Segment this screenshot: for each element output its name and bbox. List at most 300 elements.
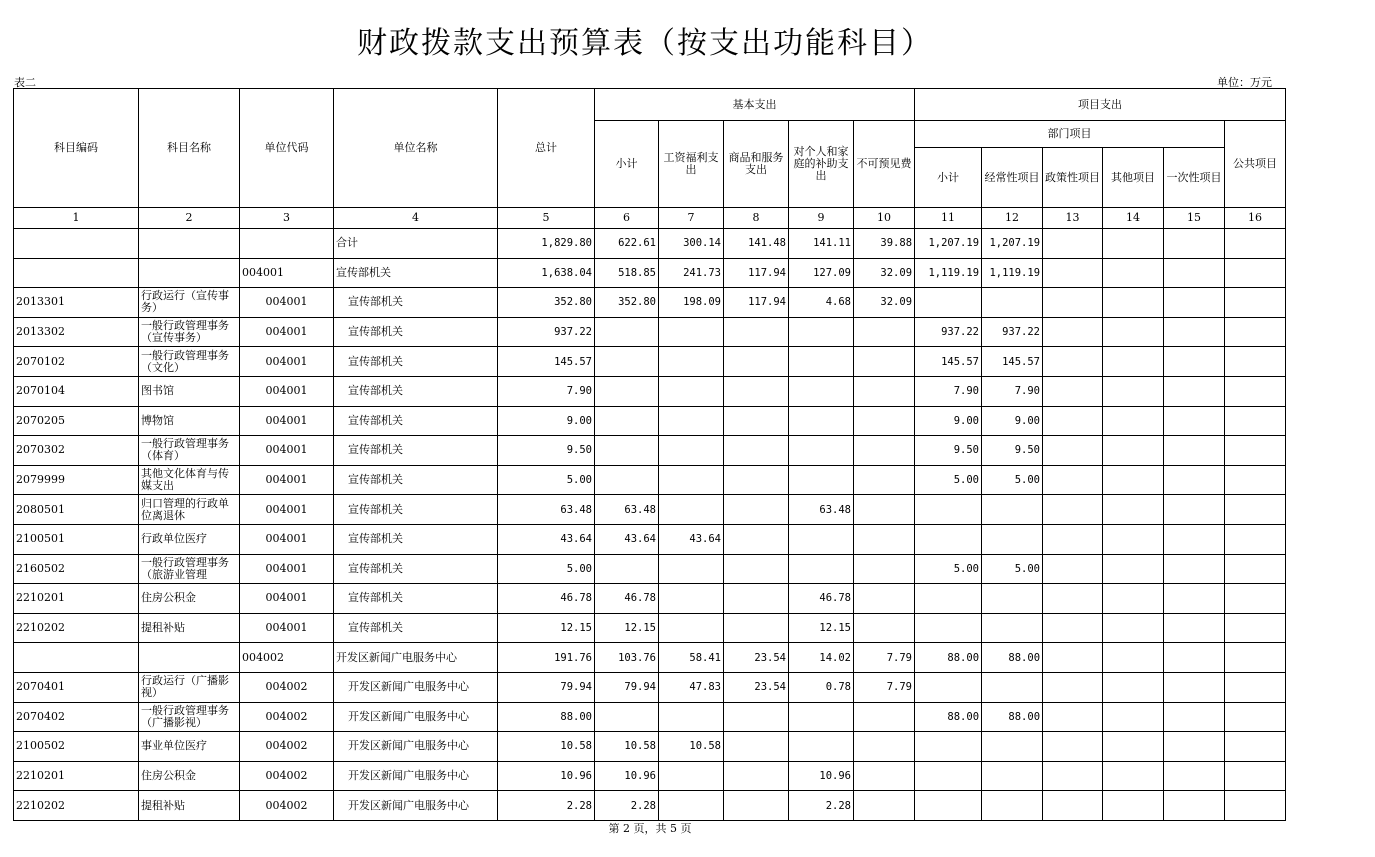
- header-total: 总计: [498, 89, 595, 208]
- budget-table: [13, 88, 1286, 821]
- cell-total: 1,638.04: [498, 258, 595, 288]
- cell-personal: [789, 376, 854, 406]
- cell-basic-subtotal: [595, 436, 659, 466]
- table-row: [14, 495, 1286, 525]
- cell-unit-name: 宣传部机关: [334, 406, 498, 436]
- cell-name: 一般行政管理事务（宣传事务）: [139, 317, 240, 347]
- cell-unit-code: 004001: [240, 436, 334, 466]
- cell-unit-code: 004001: [240, 584, 334, 614]
- cell-project-subtotal: [915, 732, 982, 762]
- cell-regular: [982, 732, 1043, 762]
- cell-regular: [982, 495, 1043, 525]
- header-unit-code: 单位代码: [240, 89, 334, 208]
- cell-onetime: [1164, 672, 1225, 702]
- cell-total: 10.96: [498, 761, 595, 791]
- cell-wage: 241.73: [659, 258, 724, 288]
- cell-unit-code: 004001: [240, 376, 334, 406]
- cell-unit-name: 宣传部机关: [334, 613, 498, 643]
- cell-policy: [1043, 702, 1103, 732]
- cell-goods: [724, 347, 789, 377]
- cell-personal: 0.78: [789, 672, 854, 702]
- cell-wage: [659, 376, 724, 406]
- cell-regular: 145.57: [982, 347, 1043, 377]
- column-number: 2: [139, 208, 240, 229]
- cell-unit-name: 宣传部机关: [334, 554, 498, 584]
- cell-regular: [982, 761, 1043, 791]
- cell-goods: [724, 613, 789, 643]
- cell-other: [1103, 791, 1164, 821]
- cell-total: 937.22: [498, 317, 595, 347]
- column-number: 4: [334, 208, 498, 229]
- cell-policy: [1043, 554, 1103, 584]
- cell-total: 79.94: [498, 672, 595, 702]
- cell-code: 2210202: [14, 613, 139, 643]
- cell-project-subtotal: [915, 761, 982, 791]
- cell-basic-subtotal: [595, 347, 659, 377]
- table-row: [14, 436, 1286, 466]
- cell-code: 2210202: [14, 791, 139, 821]
- cell-wage: [659, 584, 724, 614]
- cell-wage: [659, 495, 724, 525]
- column-number-row: [14, 208, 1286, 229]
- table-row: [14, 229, 1286, 259]
- cell-other: [1103, 436, 1164, 466]
- cell-onetime: [1164, 258, 1225, 288]
- cell-public: [1225, 288, 1286, 318]
- cell-regular: [982, 584, 1043, 614]
- table-row: [14, 702, 1286, 732]
- cell-personal: [789, 702, 854, 732]
- cell-unforeseen: [854, 317, 915, 347]
- cell-public: [1225, 376, 1286, 406]
- cell-unit-code: 004001: [240, 465, 334, 495]
- cell-project-subtotal: [915, 288, 982, 318]
- cell-basic-subtotal: 43.64: [595, 524, 659, 554]
- cell-other: [1103, 288, 1164, 318]
- cell-total: 1,829.80: [498, 229, 595, 259]
- cell-goods: 141.48: [724, 229, 789, 259]
- cell-wage: 10.58: [659, 732, 724, 762]
- cell-unit-code: 004002: [240, 791, 334, 821]
- cell-unforeseen: [854, 406, 915, 436]
- cell-personal: [789, 524, 854, 554]
- cell-unit-name: 宣传部机关: [334, 436, 498, 466]
- cell-onetime: [1164, 495, 1225, 525]
- cell-wage: [659, 554, 724, 584]
- cell-personal: [789, 554, 854, 584]
- cell-unforeseen: [854, 436, 915, 466]
- page-footer: 第 2 页，共 5 页: [608, 822, 692, 835]
- table-row: [14, 732, 1286, 762]
- table-row: [14, 406, 1286, 436]
- cell-unit-code: 004002: [240, 702, 334, 732]
- cell-public: [1225, 672, 1286, 702]
- cell-unforeseen: 39.88: [854, 229, 915, 259]
- cell-personal: 141.11: [789, 229, 854, 259]
- cell-personal: 10.96: [789, 761, 854, 791]
- cell-total: 10.58: [498, 732, 595, 762]
- table-row: [14, 643, 1286, 673]
- cell-wage: 58.41: [659, 643, 724, 673]
- cell-onetime: [1164, 376, 1225, 406]
- cell-unit-code: 004002: [240, 761, 334, 791]
- cell-name: 一般行政管理事务（体育）: [139, 436, 240, 466]
- cell-name: 行政运行（广播影视）: [139, 672, 240, 702]
- cell-onetime: [1164, 465, 1225, 495]
- cell-goods: [724, 406, 789, 436]
- cell-goods: [724, 732, 789, 762]
- table-row: [14, 524, 1286, 554]
- cell-total: 145.57: [498, 347, 595, 377]
- cell-basic-subtotal: 79.94: [595, 672, 659, 702]
- cell-unforeseen: [854, 376, 915, 406]
- cell-policy: [1043, 495, 1103, 525]
- cell-policy: [1043, 436, 1103, 466]
- cell-public: [1225, 584, 1286, 614]
- unit-label: 单位：万元: [1217, 76, 1272, 89]
- column-number: 3: [240, 208, 334, 229]
- column-number: 13: [1043, 208, 1103, 229]
- cell-policy: [1043, 672, 1103, 702]
- header-dept-project: 部门项目: [915, 121, 1225, 148]
- table-row: [14, 258, 1286, 288]
- cell-wage: [659, 436, 724, 466]
- cell-policy: [1043, 317, 1103, 347]
- cell-regular: 5.00: [982, 465, 1043, 495]
- cell-other: [1103, 702, 1164, 732]
- cell-policy: [1043, 347, 1103, 377]
- cell-total: 5.00: [498, 554, 595, 584]
- cell-basic-subtotal: 103.76: [595, 643, 659, 673]
- cell-name: 归口管理的行政单位离退休: [139, 495, 240, 525]
- cell-total: 9.50: [498, 436, 595, 466]
- cell-personal: [789, 436, 854, 466]
- cell-onetime: [1164, 554, 1225, 584]
- column-number: 16: [1225, 208, 1286, 229]
- cell-unit-name: 开发区新闻广电服务中心: [334, 672, 498, 702]
- cell-onetime: [1164, 229, 1225, 259]
- cell-regular: [982, 791, 1043, 821]
- cell-total: 352.80: [498, 288, 595, 318]
- cell-unforeseen: 32.09: [854, 288, 915, 318]
- cell-public: [1225, 702, 1286, 732]
- cell-regular: 7.90: [982, 376, 1043, 406]
- cell-goods: 117.94: [724, 288, 789, 318]
- cell-unit-name: 开发区新闻广电服务中心: [334, 791, 498, 821]
- cell-wage: [659, 702, 724, 732]
- cell-basic-subtotal: 63.48: [595, 495, 659, 525]
- cell-onetime: [1164, 288, 1225, 318]
- cell-personal: [789, 317, 854, 347]
- cell-code: [14, 258, 139, 288]
- cell-total: 46.78: [498, 584, 595, 614]
- cell-onetime: [1164, 613, 1225, 643]
- header-project-subtotal: 小计: [915, 148, 982, 208]
- cell-personal: [789, 732, 854, 762]
- header-regular: 经常性项目: [982, 148, 1043, 208]
- cell-unit-code: 004001: [240, 554, 334, 584]
- cell-goods: [724, 465, 789, 495]
- cell-wage: [659, 406, 724, 436]
- header-code: 科目编码: [14, 89, 139, 208]
- cell-other: [1103, 761, 1164, 791]
- cell-other: [1103, 376, 1164, 406]
- table-row: [14, 465, 1286, 495]
- cell-goods: [724, 524, 789, 554]
- cell-public: [1225, 643, 1286, 673]
- cell-wage: 300.14: [659, 229, 724, 259]
- cell-regular: 9.00: [982, 406, 1043, 436]
- cell-unit-code: 004001: [240, 317, 334, 347]
- cell-regular: 9.50: [982, 436, 1043, 466]
- cell-unit-code: 004002: [240, 732, 334, 762]
- header-public: 公共项目: [1225, 121, 1286, 208]
- header-onetime: 一次性项目: [1164, 148, 1225, 208]
- cell-project-subtotal: 937.22: [915, 317, 982, 347]
- cell-other: [1103, 672, 1164, 702]
- cell-other: [1103, 406, 1164, 436]
- cell-personal: 12.15: [789, 613, 854, 643]
- cell-unit-name: 宣传部机关: [334, 258, 498, 288]
- cell-regular: [982, 672, 1043, 702]
- cell-onetime: [1164, 761, 1225, 791]
- cell-wage: [659, 613, 724, 643]
- cell-unit-name: 开发区新闻广电服务中心: [334, 643, 498, 673]
- cell-policy: [1043, 643, 1103, 673]
- cell-policy: [1043, 761, 1103, 791]
- cell-unit-name: 宣传部机关: [334, 584, 498, 614]
- table-row: [14, 317, 1286, 347]
- cell-name: [139, 229, 240, 259]
- cell-public: [1225, 317, 1286, 347]
- cell-code: 2013301: [14, 288, 139, 318]
- cell-basic-subtotal: 2.28: [595, 791, 659, 821]
- table-row: [14, 376, 1286, 406]
- cell-other: [1103, 317, 1164, 347]
- cell-name: 博物馆: [139, 406, 240, 436]
- cell-regular: 5.00: [982, 554, 1043, 584]
- cell-goods: [724, 317, 789, 347]
- column-number: 8: [724, 208, 789, 229]
- cell-name: 提租补贴: [139, 613, 240, 643]
- cell-goods: [724, 702, 789, 732]
- cell-project-subtotal: [915, 791, 982, 821]
- cell-unit-code: 004002: [240, 643, 334, 673]
- cell-name: 图书馆: [139, 376, 240, 406]
- cell-regular: 1,207.19: [982, 229, 1043, 259]
- cell-onetime: [1164, 732, 1225, 762]
- column-number: 7: [659, 208, 724, 229]
- header-name: 科目名称: [139, 89, 240, 208]
- cell-unit-code: 004001: [240, 613, 334, 643]
- cell-total: 63.48: [498, 495, 595, 525]
- cell-wage: [659, 465, 724, 495]
- cell-personal: 2.28: [789, 791, 854, 821]
- cell-code: 2070104: [14, 376, 139, 406]
- cell-code: 2210201: [14, 761, 139, 791]
- cell-total: 191.76: [498, 643, 595, 673]
- column-number: 10: [854, 208, 915, 229]
- cell-goods: [724, 761, 789, 791]
- cell-other: [1103, 258, 1164, 288]
- cell-unit-code: 004001: [240, 495, 334, 525]
- cell-project-subtotal: 5.00: [915, 465, 982, 495]
- cell-public: [1225, 554, 1286, 584]
- column-number: 14: [1103, 208, 1164, 229]
- header-other: 其他项目: [1103, 148, 1164, 208]
- column-number: 1: [14, 208, 139, 229]
- cell-onetime: [1164, 347, 1225, 377]
- header-policy: 政策性项目: [1043, 148, 1103, 208]
- cell-policy: [1043, 732, 1103, 762]
- cell-code: 2070102: [14, 347, 139, 377]
- cell-public: [1225, 258, 1286, 288]
- cell-unit-name: 合计: [334, 229, 498, 259]
- cell-regular: [982, 524, 1043, 554]
- cell-policy: [1043, 613, 1103, 643]
- cell-name: 其他文化体育与传媒支出: [139, 465, 240, 495]
- cell-wage: 198.09: [659, 288, 724, 318]
- cell-public: [1225, 406, 1286, 436]
- header-personal: 对个人和家庭的补助支出: [789, 121, 854, 208]
- cell-public: [1225, 761, 1286, 791]
- header-basic-subtotal: 小计: [595, 121, 659, 208]
- cell-basic-subtotal: 46.78: [595, 584, 659, 614]
- cell-unit-name: 宣传部机关: [334, 376, 498, 406]
- cell-name: 一般行政管理事务（广播影视）: [139, 702, 240, 732]
- cell-wage: [659, 791, 724, 821]
- cell-unforeseen: [854, 524, 915, 554]
- header-basic: 基本支出: [595, 89, 915, 121]
- cell-wage: 47.83: [659, 672, 724, 702]
- cell-personal: 127.09: [789, 258, 854, 288]
- cell-basic-subtotal: 10.96: [595, 761, 659, 791]
- cell-other: [1103, 732, 1164, 762]
- cell-unforeseen: 32.09: [854, 258, 915, 288]
- cell-regular: [982, 613, 1043, 643]
- cell-goods: [724, 495, 789, 525]
- cell-unit-code: 004002: [240, 672, 334, 702]
- cell-unit-name: 宣传部机关: [334, 317, 498, 347]
- header-project: 项目支出: [915, 89, 1286, 121]
- cell-basic-subtotal: 12.15: [595, 613, 659, 643]
- cell-project-subtotal: 9.50: [915, 436, 982, 466]
- cell-public: [1225, 229, 1286, 259]
- cell-unforeseen: [854, 732, 915, 762]
- cell-other: [1103, 229, 1164, 259]
- cell-unit-code: 004001: [240, 288, 334, 318]
- cell-unforeseen: 7.79: [854, 643, 915, 673]
- cell-unforeseen: [854, 465, 915, 495]
- cell-personal: 14.02: [789, 643, 854, 673]
- table-row: [14, 584, 1286, 614]
- cell-personal: 63.48: [789, 495, 854, 525]
- cell-code: 2070302: [14, 436, 139, 466]
- cell-goods: 23.54: [724, 672, 789, 702]
- cell-name: 事业单位医疗: [139, 732, 240, 762]
- cell-unforeseen: [854, 761, 915, 791]
- header-wage: 工资福利支出: [659, 121, 724, 208]
- cell-other: [1103, 347, 1164, 377]
- cell-project-subtotal: 88.00: [915, 643, 982, 673]
- cell-project-subtotal: 1,207.19: [915, 229, 982, 259]
- column-number: 9: [789, 208, 854, 229]
- cell-unforeseen: 7.79: [854, 672, 915, 702]
- cell-total: 43.64: [498, 524, 595, 554]
- cell-project-subtotal: [915, 584, 982, 614]
- cell-project-subtotal: 5.00: [915, 554, 982, 584]
- cell-unit-code: 004001: [240, 524, 334, 554]
- cell-unit-name: 开发区新闻广电服务中心: [334, 702, 498, 732]
- cell-total: 88.00: [498, 702, 595, 732]
- cell-personal: 4.68: [789, 288, 854, 318]
- header-unit-name: 单位名称: [334, 89, 498, 208]
- cell-onetime: [1164, 436, 1225, 466]
- cell-unit-name: 宣传部机关: [334, 495, 498, 525]
- cell-unit-name: 宣传部机关: [334, 347, 498, 377]
- table-label: 表二: [14, 76, 36, 89]
- column-number: 11: [915, 208, 982, 229]
- cell-unit-name: 宣传部机关: [334, 288, 498, 318]
- cell-policy: [1043, 406, 1103, 436]
- cell-policy: [1043, 791, 1103, 821]
- cell-code: 2210201: [14, 584, 139, 614]
- cell-basic-subtotal: [595, 406, 659, 436]
- cell-unit-name: 宣传部机关: [334, 524, 498, 554]
- table-row: [14, 288, 1286, 318]
- cell-other: [1103, 465, 1164, 495]
- cell-onetime: [1164, 791, 1225, 821]
- cell-other: [1103, 643, 1164, 673]
- cell-policy: [1043, 229, 1103, 259]
- cell-unit-name: 宣传部机关: [334, 465, 498, 495]
- cell-other: [1103, 524, 1164, 554]
- table-row: [14, 761, 1286, 791]
- cell-basic-subtotal: 518.85: [595, 258, 659, 288]
- cell-public: [1225, 436, 1286, 466]
- column-number: 5: [498, 208, 595, 229]
- cell-personal: [789, 406, 854, 436]
- cell-onetime: [1164, 317, 1225, 347]
- cell-regular: [982, 288, 1043, 318]
- cell-name: 一般行政管理事务（旅游业管理: [139, 554, 240, 584]
- cell-unforeseen: [854, 613, 915, 643]
- cell-wage: [659, 347, 724, 377]
- cell-unforeseen: [854, 702, 915, 732]
- cell-name: 行政单位医疗: [139, 524, 240, 554]
- cell-total: 12.15: [498, 613, 595, 643]
- cell-project-subtotal: 7.90: [915, 376, 982, 406]
- cell-onetime: [1164, 584, 1225, 614]
- cell-unit-code: 004001: [240, 258, 334, 288]
- cell-goods: 117.94: [724, 258, 789, 288]
- cell-unforeseen: [854, 347, 915, 377]
- cell-total: 9.00: [498, 406, 595, 436]
- cell-basic-subtotal: [595, 465, 659, 495]
- cell-policy: [1043, 465, 1103, 495]
- cell-policy: [1043, 524, 1103, 554]
- cell-name: [139, 258, 240, 288]
- table-row: [14, 791, 1286, 821]
- table-row: [14, 347, 1286, 377]
- cell-name: 提租补贴: [139, 791, 240, 821]
- cell-regular: 1,119.19: [982, 258, 1043, 288]
- cell-project-subtotal: [915, 672, 982, 702]
- cell-goods: [724, 554, 789, 584]
- cell-unforeseen: [854, 495, 915, 525]
- cell-unit-name: 开发区新闻广电服务中心: [334, 761, 498, 791]
- cell-other: [1103, 554, 1164, 584]
